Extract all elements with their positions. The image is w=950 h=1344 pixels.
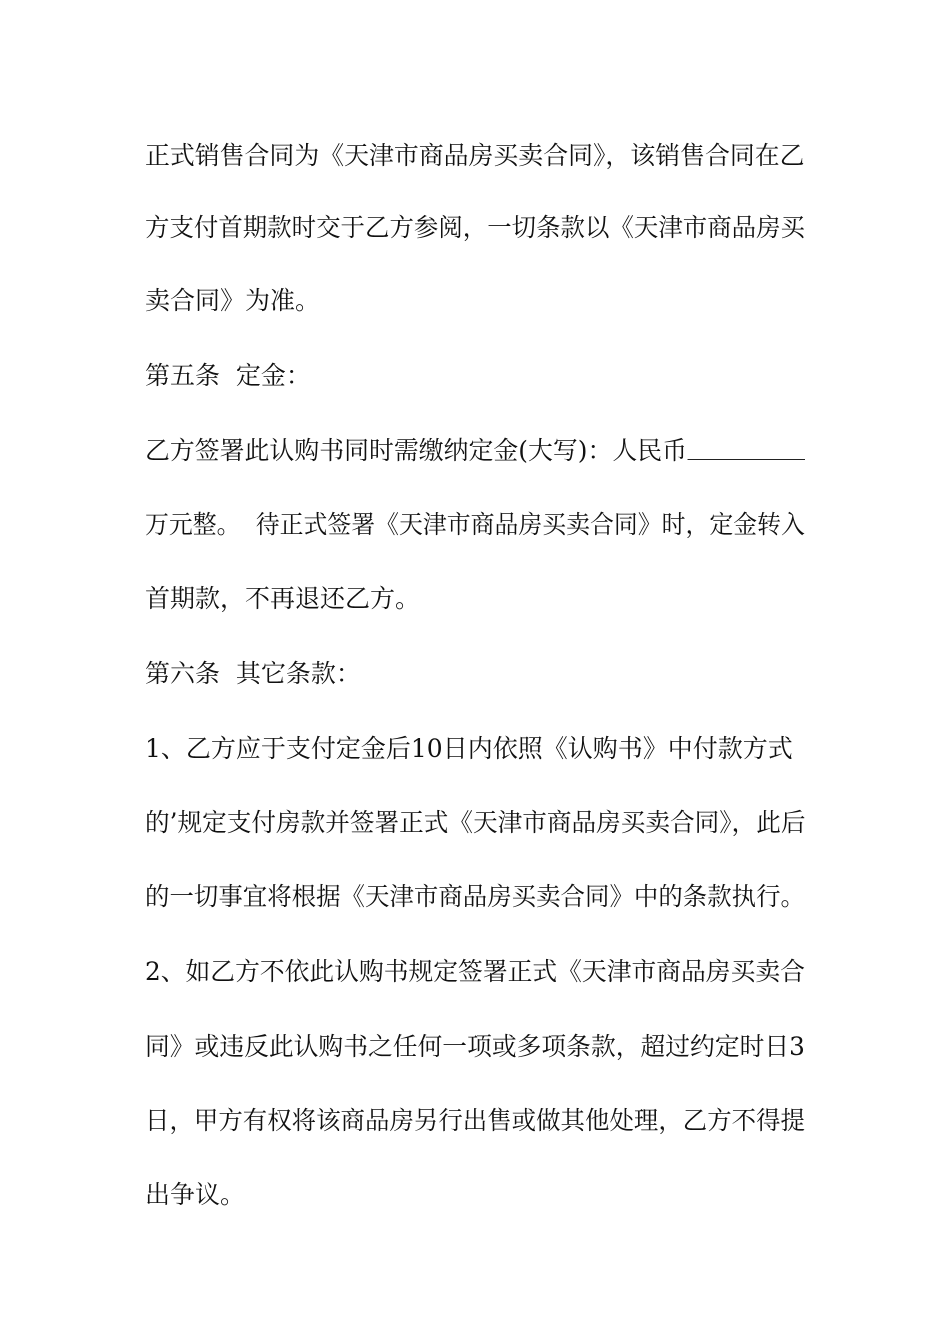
line-text: 同》或违反此认购书之任何一项或多项条款，超过约定时日3	[145, 1032, 805, 1061]
body-line	[145, 284, 320, 318]
section-heading	[145, 657, 361, 691]
body-line	[145, 955, 805, 989]
line-text: 第六条 其它条款：	[145, 659, 361, 688]
line-text: 出争议。	[145, 1180, 246, 1209]
line-text: 正式销售合同为《天津市商品房买卖合同》，该销售合同在乙	[145, 141, 805, 170]
body-line	[145, 434, 805, 468]
body-line	[145, 1104, 805, 1138]
line-text: 2、如乙方不依此认购书规定签署正式《天津市商品房买卖合	[145, 957, 805, 986]
body-line	[145, 880, 805, 914]
body-line	[145, 1178, 245, 1212]
line-text: 的一切事宜将根据《天津市商品房买卖合同》中的条款执行。	[145, 882, 806, 911]
body-line	[145, 732, 793, 766]
line-text: 首期款，不再退还乙方。	[145, 584, 421, 613]
fill-in-blank[interactable]	[687, 437, 804, 460]
body-line	[145, 211, 805, 245]
line-text: 方支付首期款时交于乙方参阅，一切条款以《天津市商品房买	[145, 213, 806, 242]
line-text: 1、乙方应于支付定金后10日内依照《认购书》中付款方式	[145, 734, 793, 763]
line-text: 乙方签署此认购书同时需缴纳定金(大写)：人民币	[145, 436, 688, 465]
body-line	[145, 139, 805, 173]
line-text: 日，甲方有权将该商品房另行出售或做其他处理，乙方不得提	[145, 1106, 806, 1135]
section-heading	[145, 359, 311, 393]
body-line	[145, 508, 805, 542]
line-text: 万元整。 待正式签署《天津市商品房买卖合同》时，定金转入	[145, 510, 805, 539]
line-text: 的’规定支付房款并签署正式《天津市商品房买卖合同》，此后	[145, 808, 806, 837]
body-line	[145, 582, 420, 616]
body-line	[145, 1030, 805, 1064]
body-line	[145, 806, 805, 840]
line-text: 第五条 定金：	[145, 361, 311, 390]
line-text: 卖合同》为准。	[145, 286, 321, 315]
